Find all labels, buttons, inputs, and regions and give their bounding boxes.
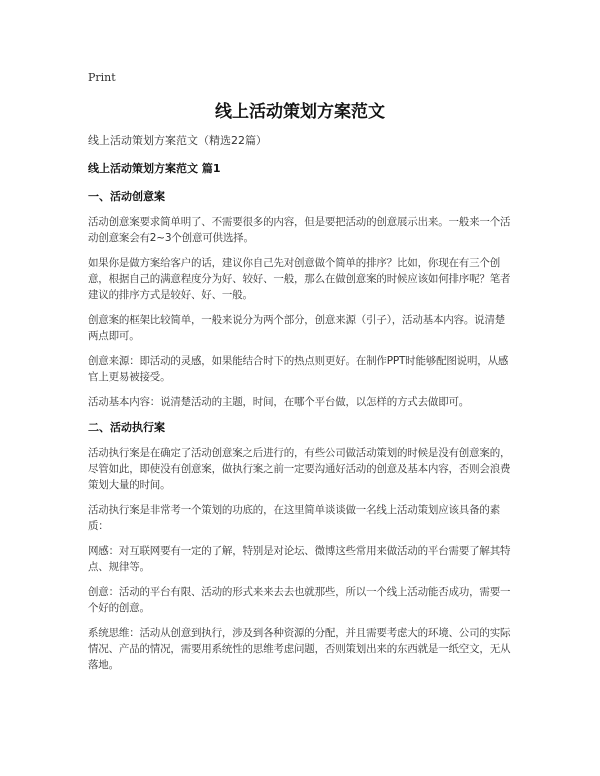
section-execution-plan: [88, 419, 512, 673]
part-heading: 线上活动策划方案范文 篇1: [88, 162, 221, 175]
print-label: Print: [88, 71, 116, 84]
paragraph: 活动创意案要求简单明了、不需要很多的内容，但是要把活动的创意展示出来。一般来一个活动创意案会有2~3个创意可供选择。: [88, 216, 511, 244]
section-heading: 一、活动创意案: [88, 190, 165, 203]
document-subtitle: 线上活动策划方案范文（精选22篇）: [88, 134, 267, 147]
section-creative-plan: [88, 188, 512, 410]
paragraph: 网感：对互联网要有一定的了解，特别是对论坛、微博这些常用来做活动的平台需要了解其特点、规律等。: [88, 545, 511, 573]
paragraph: 活动基本内容：说清楚活动的主题，时间，在哪个平台做，以怎样的方式去做即可。: [88, 396, 470, 408]
section-heading: 二、活动执行案: [88, 421, 165, 434]
paragraph: 创意来源：即活动的灵感，如果能结合时下的热点则更好。在制作PPT时能够配图说明，从感官上更易被接受。: [88, 355, 509, 383]
document-title: 线上活动策划方案范文: [215, 102, 385, 122]
paragraph: 如果你是做方案给客户的话，建议你自己先对创意做个简单的排序？比如，你现在有三个创意，根据自己的满意程度分为好、较好、一般，那么在做创意案的时候应该如何排序呢？笔者建议的排序方式是较好、好、一般。: [88, 257, 511, 301]
paragraph: 创意：活动的平台有限、活动的形式来来去去也就那些，所以一个线上活动能否成功，需要一个好的创意。: [88, 586, 511, 614]
paragraph: 活动执行案是非常考一个策划的功底的，在这里简单谈谈做一名线上活动策划应该具备的素质：: [88, 504, 500, 532]
paragraph: 活动执行案是在确定了活动创意案之后进行的，有些公司做活动策划的时候是没有创意案的，尽管如此，即使没有创意案，做执行案之前一定要沟通好活动的创意及基本内容，否则会浪费策划大量的时间。: [88, 447, 511, 491]
paragraph: 创意案的框架比较简单，一般来说分为两个部分，创意来源（引子），活动基本内容。说清楚两点即可。: [88, 314, 506, 342]
paragraph: 系统思维：活动从创意到执行，涉及到各种资源的分配，并且需要考虑大的环境、公司的实际情况、产品的情况，需要用系统性的思维考虑问题，否则策划出来的东西就是一纸空文，无从落地。: [88, 627, 511, 671]
